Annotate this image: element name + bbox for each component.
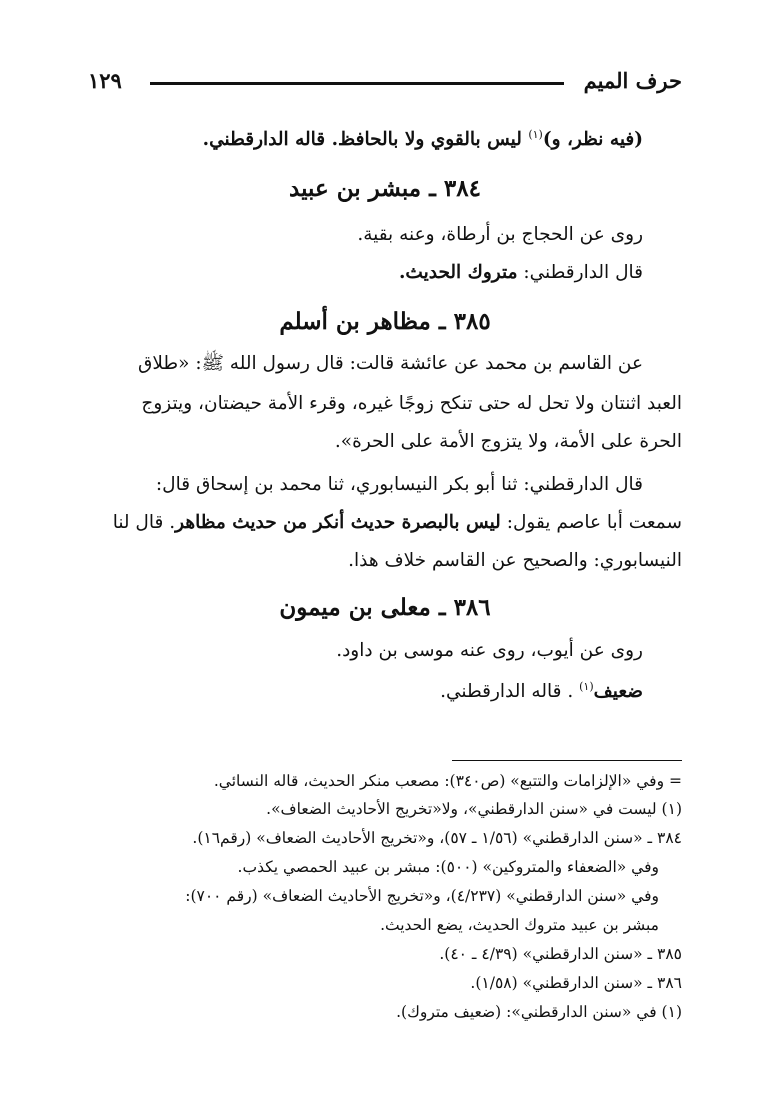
entry-heading-384: ٣٨٤ ـ مبشر بن عبيد — [289, 175, 481, 202]
entry-385-p1-line-2: العبد اثنتان ولا تحل له حتى تنكح زوجًا غيره، وقرء الأمة حيضتان، ويتزوج — [141, 393, 682, 414]
continuation-text-a: (فيه نظر، و) — [542, 129, 643, 151]
footnote-line: ٣٨٤ ـ «سنن الدارقطني» (١/٥٦ ـ ٥٧)، و«تخريج الأحاديث الضعاف» (رقم١٦). — [192, 829, 682, 847]
entry-385-quote: ليس بالبصرة حديث أنكر من حديث مظاهر — [175, 512, 501, 533]
chapter-title: حرف الميم — [583, 68, 682, 93]
footnote-line: مبشر بن عبيد متروك الحديث، يضع الحديث. — [380, 916, 659, 934]
entry-385-p2-line-1: قال الدارقطني: ثنا أبو بكر النيسابوري، ثنا محمد بن إسحاق قال: — [155, 474, 643, 495]
footnote-line: = وفي «الإلزامات والتتبع» (ص٣٤٠): مصعب منكر الحديث، قاله النسائي. — [213, 772, 682, 790]
footnote-line: (١) ليست في «سنن الدارقطني»، ولا«تخريج الأحاديث الضعاف». — [266, 800, 682, 818]
footnote-line: (١) في «سنن الدارقطني»: (ضعيف متروك). — [396, 1003, 682, 1021]
footnote-separator — [452, 760, 682, 761]
entry-heading-385: ٣٨٥ ـ مظاهر بن أسلم — [279, 308, 491, 335]
entry-386-verdict: ضعيف — [593, 681, 643, 703]
entry-384-label: قال الدارقطني: — [517, 262, 643, 283]
entry-386-line-2 — [440, 680, 643, 702]
continuation-text-b: ليس بالقوي ولا بالحافظ. قاله الدارقطني. — [202, 129, 529, 151]
footnote-ref: (١) — [528, 128, 543, 141]
entry-385-p2-line-2 — [113, 512, 682, 533]
entry-385-p1-line-1: عن القاسم بن محمد عن عائشة قالت: قال رسول الله ﷺ: «طلاق — [138, 353, 643, 374]
header-rule — [150, 82, 564, 85]
entry-385-p1-line-3: الحرة على الأمة، ولا يتزوج الأمة على الحرة». — [334, 431, 682, 452]
footnote-line: وفي «سنن الدارقطني» (٤/٢٣٧)، و«تخريج الأحاديث الضعاف» (رقم ٧٠٠): — [185, 887, 659, 905]
footnote-line: ٣٨٦ ـ «سنن الدارقطني» (١/٥٨). — [470, 974, 682, 992]
entry-384-line-2 — [399, 262, 643, 283]
entry-385-p2-line-3: النيسابوري: والصحيح عن القاسم خلاف هذا. — [348, 550, 682, 571]
entry-heading-386: ٣٨٦ ـ معلى بن ميمون — [279, 594, 491, 621]
entry-384-line-1: روى عن الحجاج بن أرطاة، وعنه بقية. — [357, 224, 643, 245]
entry-386-text: . قاله الدارقطني. — [440, 681, 580, 703]
continuation-line — [203, 128, 643, 150]
running-header — [88, 62, 682, 102]
footnote-ref: (١) — [579, 680, 594, 693]
entry-386-line-1: روى عن أيوب، روى عنه موسى بن داود. — [336, 640, 643, 661]
footnote-line: وفي «الضعفاء والمتروكين» (٥٠٠): مبشر بن عبيد الحمصي يكذب. — [237, 858, 659, 876]
entry-385-p2-text-c: . قال لنا — [112, 512, 176, 533]
entry-385-p2-text-a: سمعت أبا عاصم يقول: — [500, 512, 682, 533]
footnote-line: ٣٨٥ ـ «سنن الدارقطني» (٤/٣٩ ـ ٤٠). — [439, 945, 682, 963]
page-number: ١٢٩ — [88, 68, 122, 93]
entry-384-verdict: متروك الحديث. — [398, 262, 518, 283]
